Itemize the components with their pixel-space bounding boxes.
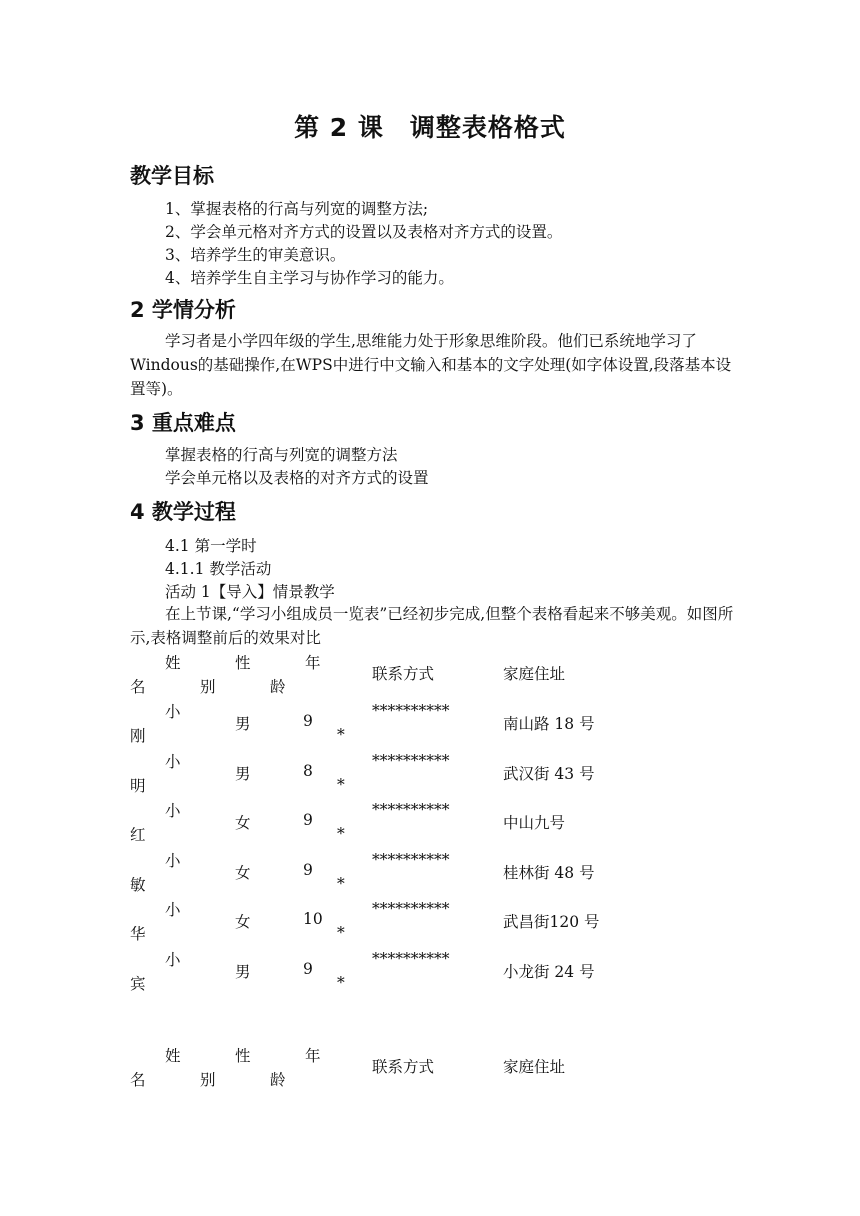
row-star: *: [337, 776, 345, 794]
header-name-b: 名: [130, 678, 146, 696]
row-contact: **********: [372, 752, 450, 770]
row-star: *: [337, 726, 345, 744]
row-star: *: [337, 924, 345, 942]
row-name-b: 宾: [130, 975, 146, 993]
row-star: *: [337, 974, 345, 992]
key-point-item: 掌握表格的行高与列宽的调整方法: [165, 446, 398, 464]
row-contact: **********: [372, 900, 450, 918]
row-address: 南山路 18 号: [503, 715, 595, 733]
row-name-a: 小: [165, 901, 181, 919]
header-age-b: 龄: [270, 678, 286, 696]
goal-item: 4、培养学生自主学习与协作学习的能力。: [165, 269, 454, 287]
row-name-b: 华: [130, 925, 146, 943]
header-contact: 联系方式: [372, 665, 435, 683]
heading-process: 4 教学过程: [130, 500, 236, 524]
row-address: 桂林街 48 号: [503, 864, 595, 882]
row-gender: 男: [235, 765, 251, 783]
row-contact: **********: [372, 851, 450, 869]
row-age: 9: [303, 861, 313, 879]
row-name-a: 小: [165, 852, 181, 870]
header-gender-a: 性: [235, 654, 251, 672]
heading-analysis: 2 学情分析: [130, 298, 236, 322]
row-contact: **********: [372, 801, 450, 819]
row-gender: 女: [235, 814, 251, 832]
header-address: 家庭住址: [503, 665, 566, 683]
row-name-b: 明: [130, 777, 146, 795]
row-address: 中山九号: [503, 814, 566, 832]
process-line: 4.1.1 教学活动: [165, 560, 272, 578]
key-point-item: 学会单元格以及表格的对齐方式的设置: [165, 469, 429, 487]
row-address: 武昌街120 号: [503, 913, 600, 931]
goal-item: 2、学会单元格对齐方式的设置以及表格对齐方式的设置。: [165, 223, 563, 241]
row-gender: 女: [235, 913, 251, 931]
header-age-a: 年: [305, 654, 321, 672]
page-title: 第 2 课 调整表格格式: [294, 113, 566, 142]
header-address: 家庭住址: [503, 1058, 566, 1076]
row-name-b: 刚: [130, 727, 146, 745]
row-age: 10: [303, 910, 323, 928]
header-gender-a: 性: [235, 1047, 251, 1065]
row-age: 9: [303, 811, 313, 829]
row-star: *: [337, 825, 345, 843]
analysis-paragraph: 学习者是小学四年级的学生,思维能力处于形象思维阶段。他们已系统地学习了Windous的基础操作,在WPS中进行中文输入和基本的文字处理(如字体设置,段落基本设置等)。: [130, 332, 732, 398]
header-name-a: 姓: [165, 654, 181, 672]
row-age: 9: [303, 712, 313, 730]
row-name-b: 红: [130, 826, 146, 844]
heading-goals: 教学目标: [130, 164, 214, 188]
row-name-b: 敏: [130, 876, 146, 894]
header-age-b: 龄: [270, 1071, 286, 1089]
header-gender-b: 别: [200, 1071, 216, 1089]
process-line: 活动 1【导入】情景教学: [165, 583, 335, 601]
row-name-a: 小: [165, 703, 181, 721]
header-name-a: 姓: [165, 1047, 181, 1065]
row-gender: 男: [235, 715, 251, 733]
row-age: 9: [303, 960, 313, 978]
row-contact: **********: [372, 702, 450, 720]
row-name-a: 小: [165, 802, 181, 820]
header-gender-b: 别: [200, 678, 216, 696]
row-gender: 女: [235, 864, 251, 882]
row-age: 8: [303, 762, 313, 780]
row-gender: 男: [235, 963, 251, 981]
process-intro-paragraph: 在上节课,“学习小组成员一览表”已经初步完成,但整个表格看起来不够美观。如图所示,表格调整前后的效果对比: [130, 605, 734, 647]
row-name-a: 小: [165, 951, 181, 969]
header-age-a: 年: [305, 1047, 321, 1065]
row-contact: **********: [372, 950, 450, 968]
header-name-b: 名: [130, 1071, 146, 1089]
header-contact: 联系方式: [372, 1058, 435, 1076]
process-line: 4.1 第一学时: [165, 537, 257, 555]
heading-key-points: 3 重点难点: [130, 411, 236, 435]
row-star: *: [337, 875, 345, 893]
row-name-a: 小: [165, 753, 181, 771]
row-address: 小龙街 24 号: [503, 963, 595, 981]
goal-item: 1、掌握表格的行高与列宽的调整方法;: [165, 200, 429, 218]
goal-item: 3、培养学生的审美意识。: [165, 246, 346, 264]
row-address: 武汉街 43 号: [503, 765, 595, 783]
